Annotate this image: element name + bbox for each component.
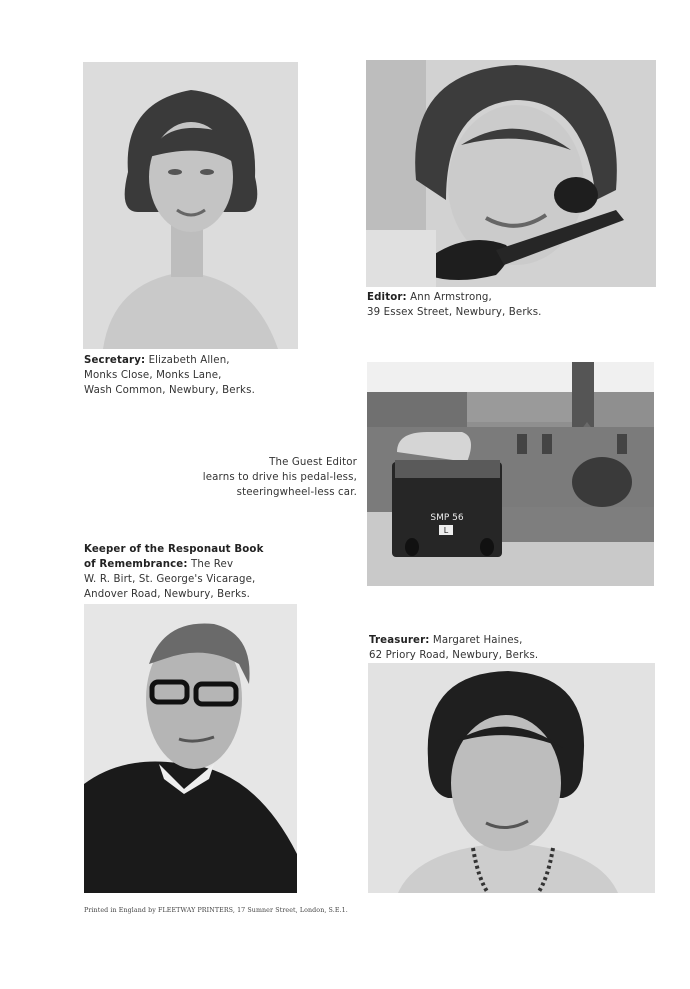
treasurer-photo — [368, 663, 655, 893]
guest-editor-caption-line-1: The Guest Editor — [269, 457, 357, 468]
keeper-caption — [84, 542, 264, 602]
keeper-address: Andover Road, Newbury, Berks. — [84, 589, 250, 600]
guest-editor-car-photo — [367, 362, 654, 586]
treasurer-address: 62 Priory Road, Newbury, Berks. — [369, 650, 539, 661]
secretary-photo — [83, 62, 298, 349]
keeper-title: The Rev — [187, 559, 234, 570]
treasurer-role: Treasurer: — [369, 635, 430, 646]
treasurer-caption — [369, 633, 538, 663]
guest-editor-caption — [200, 455, 357, 500]
keeper-role-line-2: of Remembrance: — [84, 559, 188, 570]
secretary-name: Elizabeth Allen, — [145, 355, 230, 366]
treasurer-name: Margaret Haines, — [429, 635, 523, 646]
editor-address: 39 Essex Street, Newbury, Berks. — [367, 307, 542, 318]
learner-plate: L — [443, 526, 449, 535]
secretary-role: Secretary: — [84, 355, 146, 366]
editor-caption — [367, 290, 542, 320]
secretary-address-line-2: Wash Common, Newbury, Berks. — [84, 385, 255, 396]
editor-photo — [366, 60, 656, 287]
guest-editor-caption-line-3: steeringwheel-less car. — [236, 487, 357, 498]
printer-footer: Printed in England by FLEETWAY PRINTERS, 17 Sumner Street, London, S.E.1. — [84, 907, 348, 914]
keeper-name-line: W. R. Birt, St. George's Vicarage, — [84, 574, 256, 585]
license-plate: SMP 56 — [430, 513, 464, 523]
editor-role: Editor: — [367, 292, 407, 303]
secretary-address-line-1: Monks Close, Monks Lane, — [84, 370, 222, 381]
editor-name: Ann Armstrong, — [406, 292, 492, 303]
keeper-photo — [84, 604, 297, 893]
secretary-caption — [84, 353, 255, 398]
guest-editor-caption-line-2: learns to drive his pedal-less, — [202, 472, 357, 483]
keeper-role-line-1: Keeper of the Responaut Book — [84, 544, 264, 555]
